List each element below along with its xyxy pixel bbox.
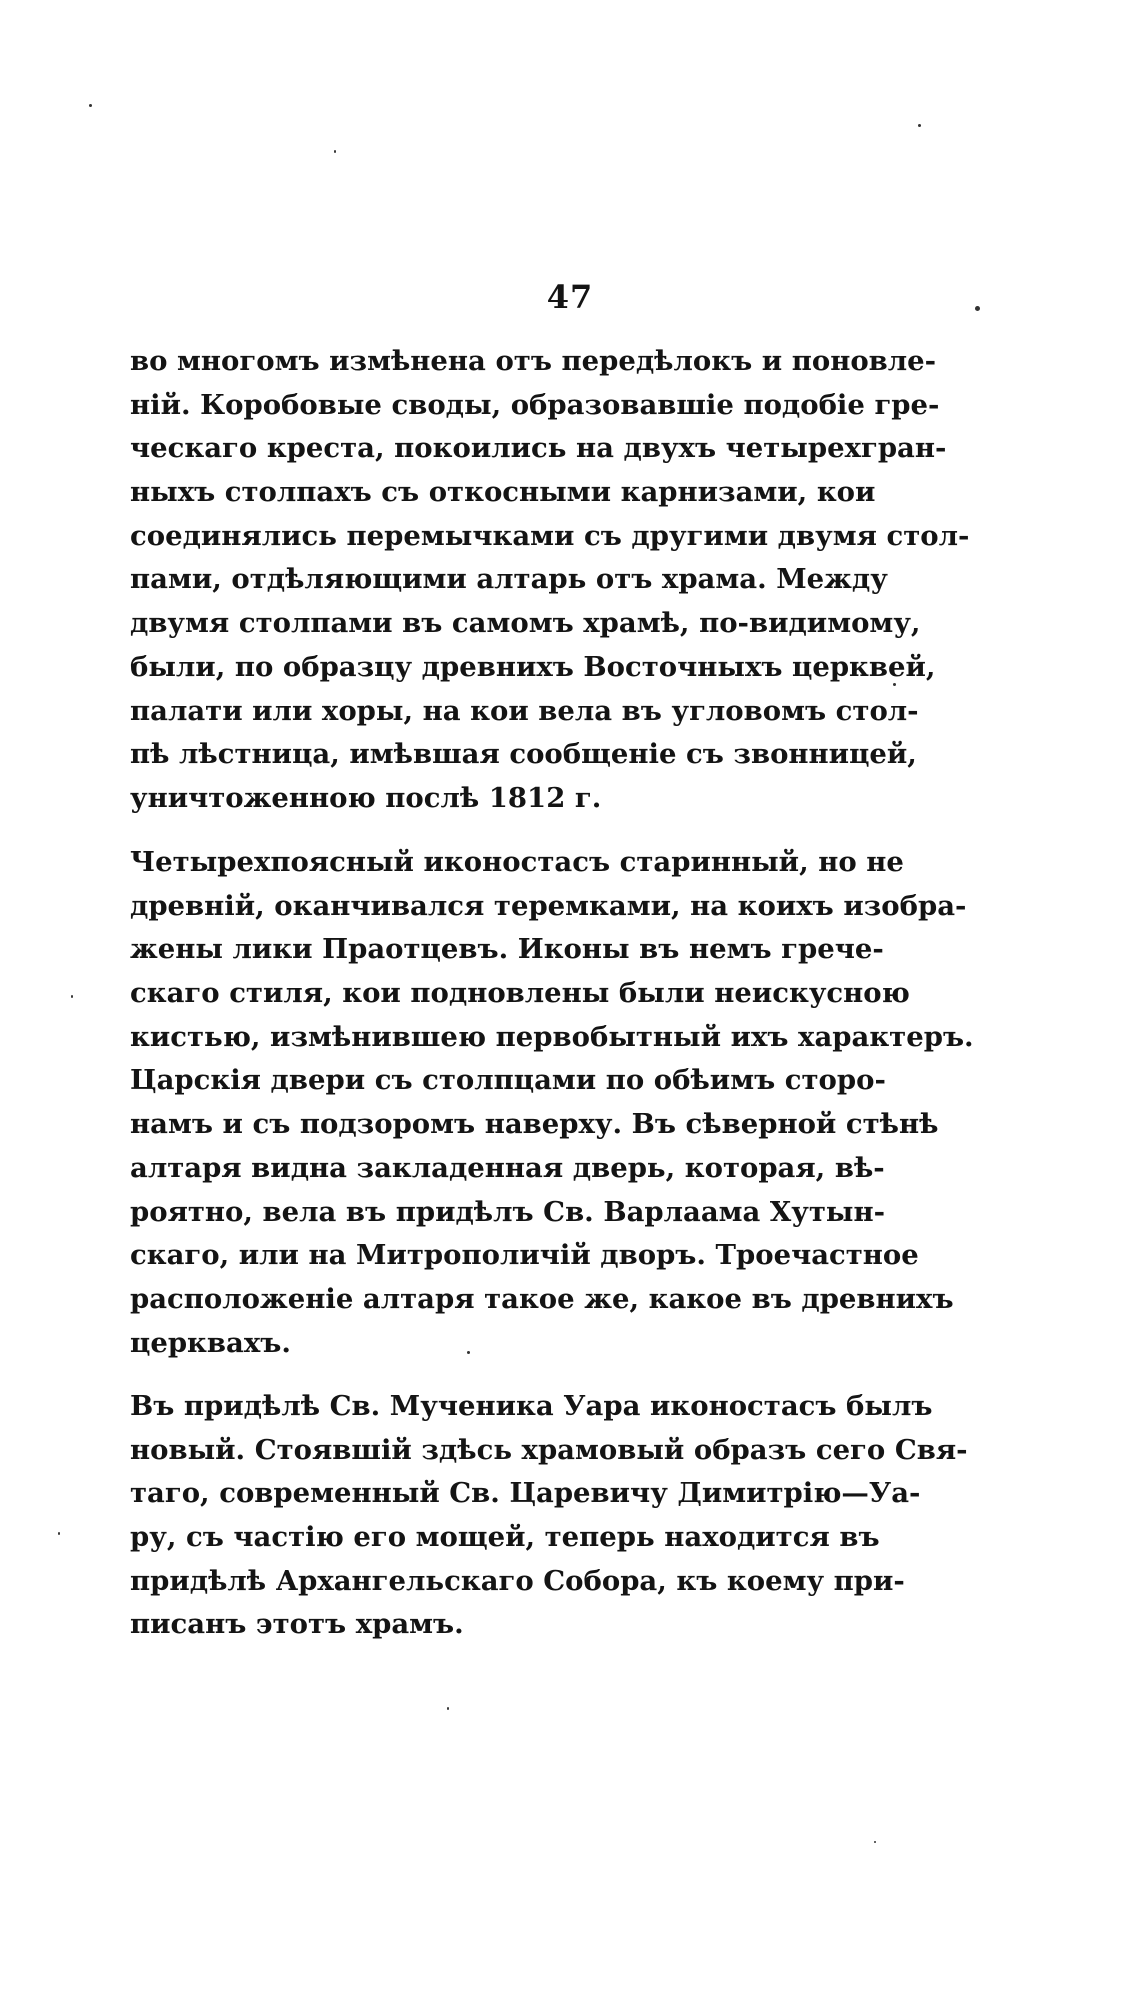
text-line: кистью, измѣнившею первобытный ихъ характеръ. [130,1020,974,1053]
scan-speck [874,1841,876,1843]
text-line: расположеніе алтаря такое же, какое въ древнихъ [130,1282,954,1315]
text-line: намъ и съ подзоромъ наверху. Въ сѣверной стѣнѣ [130,1108,939,1141]
text-line: ру, съ частію его мощей, теперь находится въ [130,1521,880,1554]
text-line: двумя столпами въ самомъ храмѣ, по-видимому, [130,607,921,640]
text-line: соединялись перемычками съ другими двумя стол- [130,519,970,552]
text-line: пѣ лѣстница, имѣвшая сообщеніе съ звонницей, [130,738,917,771]
paragraph-1 [130,340,970,821]
text-line: ній. Коробовые своды, образовавшіе подобіе гре- [130,388,940,421]
text-line: палати или хоры, на кои вела въ угловомъ стол- [130,694,919,727]
text-line: Царскія двери съ столпцами по обѣимъ сторо- [130,1064,886,1097]
scan-speck [447,1707,449,1710]
text-line: ческаго креста, покоились на двухъ четырехгран- [130,432,947,465]
scan-speck [334,150,336,153]
text-line: Въ придѣлѣ Св. Мученика Уара иконостасъ былъ [130,1390,933,1422]
paragraph-2 [130,841,974,1365]
text-line: древній, оканчивался теремками, на коихъ изобра- [130,889,967,922]
text-line: таго, современный Св. Царевичу Димитрію—Уа- [130,1477,921,1510]
scan-speck [58,1532,60,1535]
text-line: уничтоженною послѣ 1812 г. [130,781,602,814]
text-line: жены лики Праотцевъ. Иконы въ немъ грече- [130,933,884,966]
scan-speck [467,1351,470,1354]
text-line: церквахъ. [130,1326,291,1359]
scan-speck [975,306,980,311]
text-line: новый. Стоявшій здѣсь храмовый образъ сего Свя- [130,1433,968,1466]
text-line: были, по образцу древнихъ Восточныхъ церквей, [130,650,936,683]
text-line: ныхъ столпахъ съ откосными карнизами, кои [130,476,876,509]
text-line: придѣлѣ Архангельскаго Собора, къ коему при- [130,1564,905,1597]
scan-speck [918,124,921,127]
text-line: роятно, вела въ придѣлъ Св. Варлаама Хутын- [130,1195,886,1228]
text-line: скаго стиля, кои подновлены были неискусною [130,977,910,1010]
text-line: Четырехпоясный иконостасъ старинный, но не [130,846,904,878]
text-line: алтаря видна закладенная дверь, которая, вѣ- [130,1151,885,1184]
text-line: пами, отдѣляющими алтарь отъ храма. Между [130,563,888,596]
scan-speck [89,104,92,107]
scan-speck [71,995,73,998]
text-line: скаго, или на Митрополичій дворъ. Троечастное [130,1239,919,1272]
text-line: во многомъ измѣнена отъ передѣлокъ и поновле- [130,345,937,377]
scan-speck [893,683,896,686]
page-number: 47 [546,278,594,316]
paragraph-3 [130,1385,968,1647]
text-line: писанъ этотъ храмъ. [130,1608,464,1641]
